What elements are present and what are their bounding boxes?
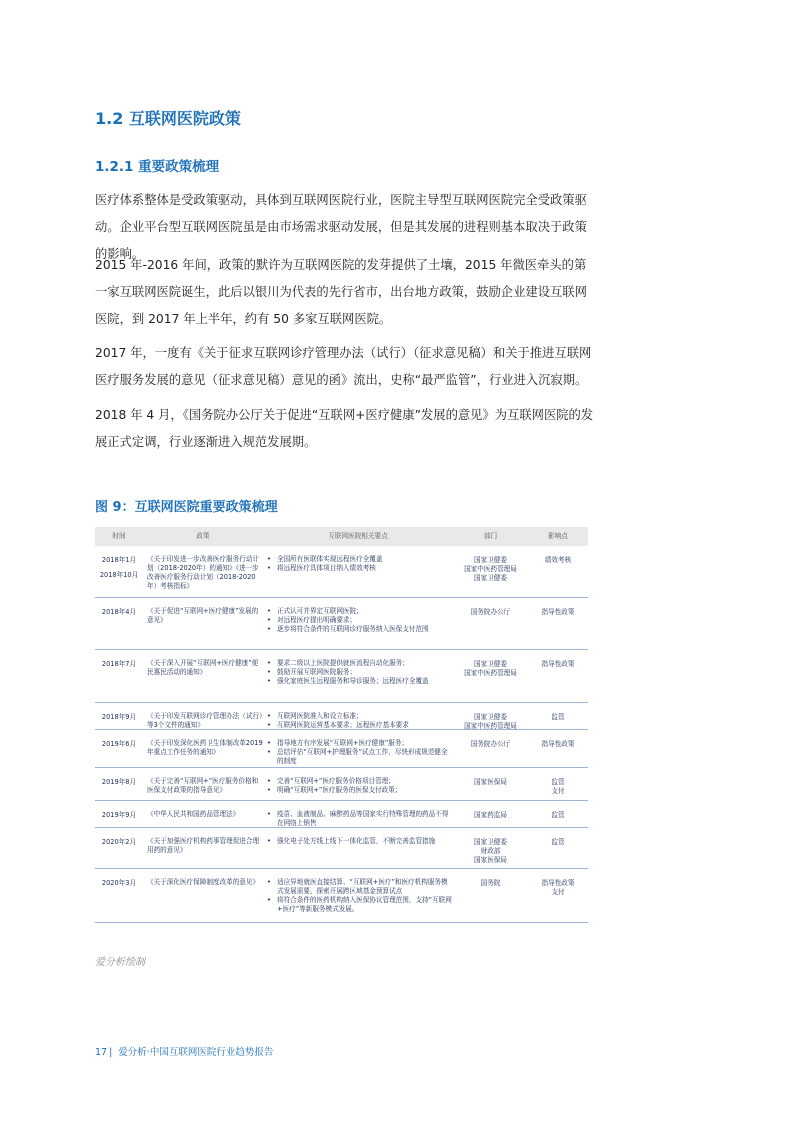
cell-policy: 《关于印发深化医药卫生体制改革2019年重点工作任务的通知》	[147, 739, 263, 756]
cell-impact	[528, 730, 588, 767]
cell-impact	[528, 869, 588, 922]
cell-dept	[453, 869, 528, 922]
point-item: • 将远程医疗具体项目纳入绩效考核	[277, 564, 453, 573]
subsection-title: 1.2.1 重要政策梳理	[95, 159, 220, 175]
cell-dept	[453, 703, 528, 729]
time-value: 2018年10月	[99, 571, 139, 579]
header-dept: 部门	[483, 532, 498, 540]
table-row	[95, 801, 588, 828]
table-row	[95, 730, 588, 768]
cell-policy: 《关于促进“互联网+医疗健康”发展的意见》	[147, 607, 259, 624]
cell-points	[263, 730, 453, 767]
impact-value: 指导性政策	[541, 879, 575, 887]
cell-points	[263, 546, 453, 597]
dept-value: 国家医保局	[474, 778, 507, 786]
policy-table	[95, 527, 588, 923]
figure-title: 图 9：互联网医院重要政策梳理	[95, 500, 278, 515]
dept-value: 财政部	[480, 847, 501, 855]
point-item: • 对远程医疗提出明确要求；	[277, 616, 453, 625]
cell-points	[263, 768, 453, 800]
impact-value: 监管	[551, 713, 565, 721]
cell-impact	[528, 650, 588, 702]
impact-value: 指导性政策	[541, 740, 575, 748]
cell-time	[95, 801, 143, 827]
table-row	[95, 828, 588, 869]
cell-time	[95, 768, 143, 800]
table-row	[95, 768, 588, 801]
point-item: • 完善“互联网+”医疗服务价格项目管理；	[277, 777, 453, 786]
cell-dept	[453, 801, 528, 827]
paragraph-3: 2017 年，一度有《关于征求互联网诊疗管理办法（试行）（征求意见稿）和关于推进互联网医疗服务发展的意见（征求意见稿）意见的函》流出，史称“最严监管”，行业进入沉寂期。	[95, 346, 592, 387]
header-impact: 影响点	[548, 532, 568, 540]
cell-policy: 《关于完善“互联网+”医疗服务价格和医保支付政策的指导意见》	[147, 777, 259, 794]
time-value: 2019年9月	[101, 811, 137, 819]
cell-dept	[453, 828, 528, 868]
cell-dept	[453, 598, 528, 649]
cell-policy: 《关于印发进一步改善医疗服务行动计划（2018-2020年）的通知》《进一步改善医疗服务行动计划（2018-2020年）考核指标》	[147, 555, 260, 590]
cell-dept	[453, 730, 528, 767]
dept-value: 国家中医药管理局	[464, 722, 517, 730]
cell-time	[95, 828, 143, 868]
impact-value: 监管	[551, 811, 565, 819]
cell-points	[263, 703, 453, 729]
point-item: • 强化电子处方线上线下一体化监管，不断完善监管措施	[277, 837, 453, 846]
dept-value: 国家中医药管理局	[464, 565, 517, 573]
cell-time	[95, 703, 143, 729]
point-item: • 互联网医院准入和设立标准；	[277, 712, 453, 721]
cell-policy: 《关于深入开展“互联网+医疗健康”便民惠民活动的通知》	[147, 659, 259, 676]
point-item: • 鼓励开展互联网医院服务；	[277, 668, 453, 677]
table-row	[95, 869, 588, 923]
dept-value: 国家药监局	[474, 811, 507, 819]
point-item: • 疫苗、血液制品、麻醉药品等国家实行特殊管理的药品不得在网络上销售	[277, 810, 453, 828]
cell-dept	[453, 650, 528, 702]
impact-value: 指导性政策	[541, 660, 575, 668]
header-policy: 政策	[196, 532, 210, 540]
point-item: • 指导地方有序发展“互联网+医疗健康”服务；	[277, 739, 453, 748]
section-title: 1.2 互联网医院政策	[95, 109, 241, 128]
cell-time	[95, 869, 143, 922]
cell-time	[95, 546, 143, 597]
impact-value: 支付	[551, 888, 565, 896]
table-row	[95, 650, 588, 703]
point-item: • 逐步将符合条件的互联网诊疗服务纳入医保支付范围	[277, 625, 453, 634]
point-item: • 要求二级以上医院提供就医流程自动化服务；	[277, 659, 453, 668]
impact-value: 绩效考核	[544, 556, 572, 564]
table-body	[95, 546, 588, 923]
cell-policy: 《关于深化医疗保障制度改革的意见》	[147, 878, 260, 886]
cell-points	[263, 650, 453, 702]
cell-impact	[528, 546, 588, 597]
table-row	[95, 598, 588, 650]
cell-dept	[453, 768, 528, 800]
point-item: • 总结评估“互联网+护理服务”试点工作，尽快形成规范健全的制度	[277, 748, 453, 766]
cell-policy: 《关于加强医疗机构药事管理促进合理用药的意见》	[147, 837, 260, 854]
dept-value: 国家卫健委	[474, 838, 507, 846]
time-value: 2019年6月	[101, 740, 137, 748]
paragraph-1: 医疗体系整体是受政策驱动，具体到互联网医院行业，医院主导型互联网医院完全受政策驱动。企业平台型互联网医院虽是由市场需求驱动发展，但是其发展的进程则基本取决于政策的影响。	[95, 193, 587, 261]
table-row	[95, 703, 588, 730]
impact-value: 监管	[551, 838, 565, 846]
header-points: 互联网医院相关要点	[328, 532, 388, 540]
table-row	[95, 546, 588, 598]
point-item: • 强化家庭医生远程服务和导诊服务；远程医疗全覆盖	[277, 677, 453, 686]
time-value: 2019年8月	[101, 778, 137, 786]
cell-impact	[528, 828, 588, 868]
time-value: 2020年2月	[101, 838, 137, 846]
dept-value: 国家卫健委	[474, 660, 507, 668]
cell-points	[263, 598, 453, 649]
point-item: • 全国所有医联体实现远程医疗全覆盖	[277, 555, 453, 564]
paragraph-4: 2018 年 4 月，《国务院办公厅关于促进“互联网+医疗健康”发展的意见》为互联网医院的发展正式定调，行业逐渐进入规范发展期。	[95, 408, 594, 449]
dept-value: 国家医保局	[474, 856, 507, 864]
time-value: 2020年3月	[101, 879, 137, 887]
cell-points	[263, 869, 453, 922]
figure-source: 爱分析绘制	[95, 957, 145, 968]
cell-impact	[528, 768, 588, 800]
cell-time	[95, 730, 143, 767]
cell-policy: 《中华人民共和国药品管理法》	[147, 810, 240, 818]
impact-value: 支付	[551, 787, 565, 795]
time-value: 2018年9月	[101, 713, 137, 721]
paragraph-2: 2015 年-2016 年间，政策的默许为互联网医院的发芽提供了土壤，2015 年微医牵头的第一家互联网医院诞生，此后以银川为代表的先行省市，出台地方政策，鼓励企业建设互联网医院，到 2017 年上半年，约有 50 多家互联网医院。	[95, 258, 587, 326]
dept-value: 国家卫健委	[474, 574, 507, 582]
impact-value: 监管	[551, 778, 565, 786]
dept-value: 国务院办公厅	[470, 608, 511, 616]
point-item: • 将符合条件的医药机构纳入医保协议管理范围，支持“互联网+医疗”等新服务模式发展。	[277, 896, 453, 914]
time-value: 2018年4月	[101, 608, 137, 616]
time-value: 2018年1月	[101, 556, 137, 564]
dept-value: 国家中医药管理局	[464, 669, 517, 677]
dept-value: 国家卫健委	[474, 556, 507, 564]
dept-value: 国务院	[480, 879, 501, 887]
point-item: • 明确“互联网+”医疗服务的医保支付政策；	[277, 786, 453, 795]
impact-value: 指导性政策	[541, 608, 575, 616]
cell-points	[263, 828, 453, 868]
report-title: 爱分析·中国互联网医院行业趋势报告	[118, 1047, 274, 1058]
header-time: 时间	[112, 532, 126, 540]
cell-time	[95, 650, 143, 702]
dept-value: 国家卫健委	[474, 713, 507, 721]
cell-impact	[528, 801, 588, 827]
time-value: 2018年7月	[101, 660, 137, 668]
point-item: • 适应异地就医直接结算、“互联网+医疗”和医疗机构服务模式发展需要，探索开展跨区域基金预算试点	[277, 878, 453, 896]
dept-value: 国务院办公厅	[470, 740, 511, 748]
table-header	[95, 527, 588, 546]
cell-time	[95, 598, 143, 649]
cell-points	[263, 801, 453, 827]
page-number: 17	[95, 1047, 108, 1058]
cell-impact	[528, 598, 588, 649]
page-footer: 17 | 爱分析·中国互联网医院行业趋势报告	[95, 1047, 274, 1058]
point-item: • 互联网医院运营基本要求；远程医疗基本要求	[277, 721, 453, 730]
cell-dept	[453, 546, 528, 597]
point-item: • 正式认可并界定互联网医院；	[277, 607, 453, 616]
cell-policy: 《关于印发互联网诊疗管理办法（试行）等3个文件的通知》	[147, 712, 263, 729]
cell-impact	[528, 703, 588, 729]
